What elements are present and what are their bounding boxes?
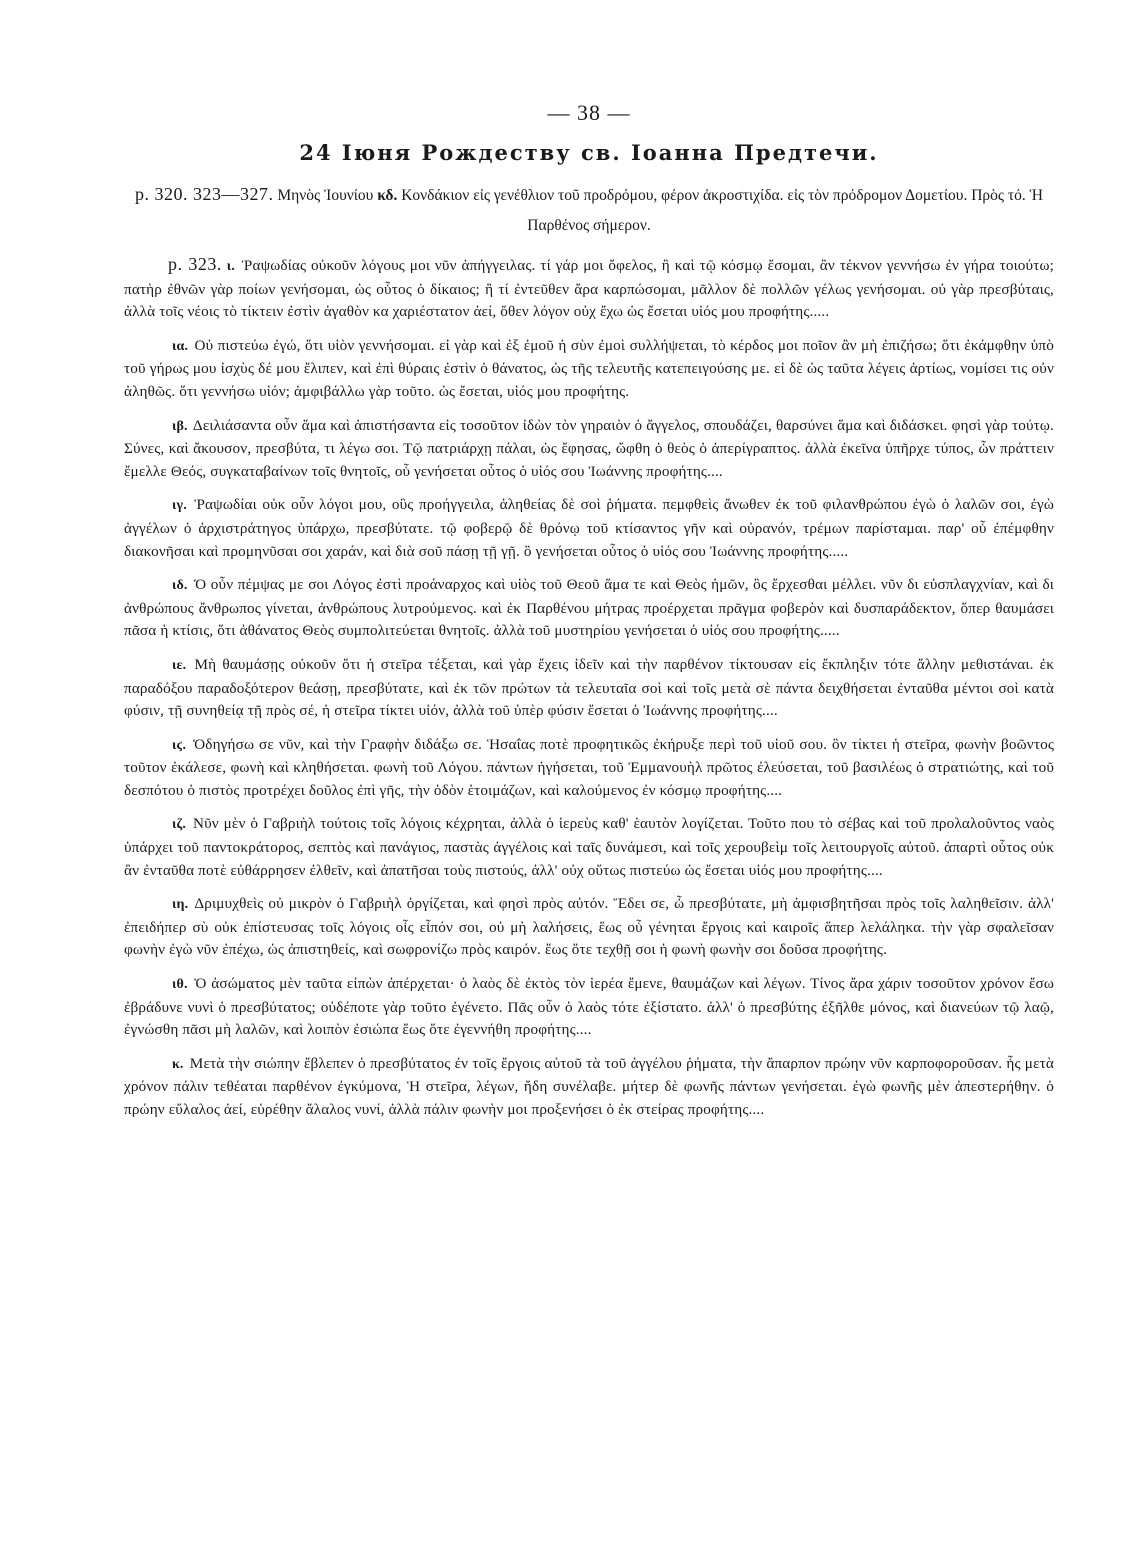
stanza-17 [124,813,1054,882]
stanza-text: Ὁδηγήσω σε νῦν, καὶ τὴν Γραφὴν διδάξω σε. Ἡσαΐας ποτὲ προφητικῶς ἐκήρυξε περὶ τοῦ υἱοῦ σου. ὃν τίκτει ἡ στεῖρα, φωνὴν βοῶντος τοῦτον ἐκάλεσε, φωνὴ καὶ κληθήσεται. φωνὴ τοῦ Λόγου. πάντων ἡγήσεται, τοῦ Ἐμμανουὴλ πρῶτος ἐλεύσεται, τοῦ βασιλέως ὁ στρατιώτης, καὶ τοῦ δεσπότου ὁ πιστὸς προτρέχει δοῦλος ἐπὶ γῆς, τὴν ὁδὸν ἑτοιμάζων, καὶ καλούμενος ἐν κόσμῳ προφήτης.... [124,735,1054,799]
header-text-a: Μηνὸς Ἰουνίου [277,187,374,204]
stanza-text: Μετὰ τὴν σιώπην ἔβλεπεν ὁ πρεσβύτατος ἐν τοῖς ἔργοις αὐτοῦ τὰ τοῦ ἀγγέλου ῥήματα, τὴν ἄπαρπον πρώην νῦν καρποφοροῦσαν. ἧς μετὰ χρόνον πάλιν τεθέαται παρθένον ἐγκύμονα, Ἡ στεῖρα, λέγων, ἤδη συνέλαβε. μήτερ δὲ φωνῆς πάντων γενήσεται. ἐγὼ φωνῆς μὲν ἀπεστερήθην. ὁ πρώην εὔλαλος ἀεί, εὑρέθην ἄλαλος νυνί, ἀλλὰ πάλιν φωνὴν μοι προξενήσει ὁ ἐκ στείρας προφήτης.... [124,1054,1054,1118]
stanza-text: Ῥαψωδίας οὐκοῦν λόγους μοι νῦν ἀπήγγειλας. τί γάρ μοι ὄφελος, ἢ καὶ τῷ κόσμῳ ἔσομαι, ἂν τέκνον γεννήσω ἐν γήρα τοιούτω; πατὴρ ἐθνῶν γὰρ ποίων γενήσομαι, ὡς οὗτος ὁ δίκαιος; ἢ τί ἐντεῦθεν ἄρα καρπώσομαι, μᾶλλον δὲ πολλῶν γέλως γενήσομαι. οὐ γὰρ πρεσβύταις, ἀλλὰ τοῖς νέοις τὸ τίκτειν ἐστὶν ἀγαθὸν κα χαριέστατον ἀεί, ὅθεν λόγον οὐχ ἔχω ὡς ἔσεται υἱός μου προφήτης..... [124,257,1054,321]
header-page-ref: p. 320. 323—327. [135,184,274,204]
stanza-page-ref: p. 323. [168,254,222,274]
stanza-number: ιϛ. [172,737,187,753]
stanza-number: ιθ. [172,977,188,993]
stanza-text: Δριμυχθεὶς οὐ μικρὸν ὁ Γαβριὴλ ὀργίζεται, καὶ φησὶ πρὸς αὐτόν. Ἔδει σε, ὦ πρεσβύτατε, μὴ ἀμφισβητῆσαι πρὸς τοῖς λαληθεῖσιν. ἀλλ' ἐπειδήπερ σὺ οὐκ ἐπίστευσας τοῖς λόγοις οἷς εἶπόν σοι, οὐ μὴ λαλήσεις, ἕως οὗ γένηται ἔργοις καὶ καιροῖς ἅπερ λελάληκα. τὴν γὰρ σφαλεῖσαν φωνὴν ἐγὼ νῦν ἐπέχω, ὡς ἀπιστηθείς, καὶ σωφρονίζω πρὸς καιρόν. ἕως ὅτε τεχθῇ σοι ἡ φωνὴ φωνὴν σοι δοῦσα προφήτης. [124,895,1054,959]
page-number: — 38 — [547,100,631,125]
stanza-text: Μὴ θαυμάσῃς οὐκοῦν ὅτι ἡ στεῖρα τέξεται, καὶ γὰρ ἔχεις ἰδεῖν καὶ τὴν παρθένον τίκτουσαν εἰς ἔκπληξιν τότε ἄλλην μεθιστάναι. ἐκ παραδόξου παραδοξότερον θεάσῃ, πρεσβύτατε, καὶ ἐκ τῶν πρώτων τὰ τελευταῖα σοὶ καὶ τοῖς μετὰ σὲ πάντα δειχθήσεται ἐνταῦθα μέντοι σοὶ κατὰ φύσιν, τῇ συνηθείᾳ τῇ πρὸς σέ, ἡ στεῖρα τίκτει υἱόν, ἀλλὰ τοῦ ὑπὲρ φύσιν ἔσεται ὁ Ἰωάννης προφήτης.... [124,655,1054,720]
page-title: 24 Іюня Рождеству св. Іоанна Предтечи. [299,140,879,165]
stanza-number: ι. [226,259,235,274]
stanza-number: ια. [172,338,189,354]
header-day-number: κδ. [377,187,398,204]
stanza-12 [124,415,1054,484]
stanza-10 [124,253,1054,324]
stanza-13 [124,494,1054,563]
stanza-number: ιε. [172,657,187,673]
stanza-19 [124,973,1054,1042]
poem-header [124,179,1054,241]
stanza-number: ιζ. [172,817,187,833]
stanza-text: Δειλιάσαντα οὖν ἅμα καὶ ἀπιστήσαντα εἰς τοσοῦτον ἰδὼν τὸν γηραιὸν ὁ ἄγγελος, σπουδάζει, θαρσύνει ἅμα καὶ διδάσκει. φησὶ γὰρ τούτῳ. Σύνες, καὶ ἄκουσον, πρεσβύτα, τι λέγω σοι. Τῷ πατριάρχῃ πάλαι, ὡς ἔφησας, ὤφθη ὁ θεὸς ὁ ἀπερίγραπτος. ἀλλὰ ἐκεῖνα ὑπῆρχε τύπος, ὧν πράττειν ἔμελλε Θεός, συγκαταβαίνων τοῖς θνητοῖς, οὗ γενήσεται οὗτος ὁ υἱός σου Ἰωάννης προφήτης.... [124,416,1055,480]
stanza-text: Ὁ οὖν πέμψας με σοι Λόγος ἐστὶ προάναρχος καὶ υἱὸς τοῦ Θεοῦ ἅμα τε καὶ Θεὸς ἡμῶν, ὃς ἔρχεσθαι μέλλει. νῦν δι εὐσπλαγχνίαν, καὶ δι ἀνθρώπους ἄνθρωπος γίνεται, ἀνθρώπους λυτρούμενος. καὶ ἐκ Παρθένου μήτρας προέρχεται πρᾶγμα φοβερὸν καὶ δυσπαράδεκτον, ὅπερ θαυμάσει πᾶσα ἡ κτίσις, ὅτι ἀθάνατος Θεὸς συμπολιτεύεται θνητοῖς. ἀλλὰ τοῦ μυστηρίου γενήσεται ὁ υἱός σου προφήτης..... [124,576,1054,640]
stanza-number: ιβ. [172,418,188,434]
stanza-text: Ὁ ἀσώματος μὲν ταῦτα εἰπὼν ἀπέρχεται· ὁ λαὸς δὲ ἐκτὸς τὸν ἱερέα ἔμενε, θαυμάζων καὶ λέγων. Τίνος ἄρα χάριν τοσοῦτον χρόνον ἔσω ἐβράδυνε νυνὶ ὁ πρεσβύτατος; οὐδέποτε γὰρ τοῦτο ἐγένετο. Πᾶς οὖν ὁ λαὸς τότε ἐξίστατο. ἀλλ' ὁ πρεσβύτης ἐξῆλθε μόνος, καὶ διανεύων τῷ λαῷ, ἐγνώσθη πᾶσι μὴ λαλῶν, καὶ λοιπὸν ἐσιώπα ἕως ὅτε ἐγεννήθη προφήτης.... [124,975,1054,1039]
stanza-text: Νῦν μὲν ὁ Γαβριὴλ τούτοις τοῖς λόγοις κέχρηται, ἀλλὰ ὁ ἱερεὺς καθ' ἑαυτὸν λογίζεται. Τοῦτο που τὸ σέβας καὶ τοῦ προλαλοῦντος ναὸς ὑπάρχει τοῦ παντοκράτορος, σεπτὸς καὶ πανάγιος, παστὰς ἀγγέλοις καὶ ταῖς δυνάμεσι, καὶ τοῖς χερουβεὶμ τοῖς λειτουργοῖς αὐτοῦ. ἀπαρτὶ οὗτος οὐκ ἂν ἐνταῦθα ποτὲ εὐθάρρησεν ἐλθεῖν, καὶ ἀπατῆσαι τοὺς πιστούς, ἀλλ' οὐχ οὕτως πιστεύω ὡς ἔσεται υἱός μου προφήτης.... [124,815,1054,879]
stanza-number: ιδ. [172,578,188,594]
stanza-number: ιη. [172,897,189,913]
stanza-number: κ. [172,1056,184,1072]
header-text-b: Κονδάκιον εἰς γενέθλιον τοῦ προδρόμου, φέρον ἀκροστιχίδα. εἰς τὸν πρόδρομον Δομετίου. Πρὸς τό. Ἡ Παρθένος σήμερον. [401,187,1043,234]
stanza-16 [124,734,1054,803]
stanza-14 [124,574,1054,643]
stanza-number: ιγ. [172,498,187,514]
stanza-text: Οὐ πιστεύω ἐγώ, ὅτι υἱὸν γεννήσομαι. εἰ γὰρ καὶ ἐξ ἐμοῦ ἡ σὺν ἐμοὶ συλλήψεται, τὸ κέρδος μοι ποῖον ἂν μὴ ἐπιζήσω; ὅτι ἐκάμφθην ὑπὸ τοῦ γήρως μου ἰσχὺς δέ μου ἔλιπεν, καὶ ἐπὶ θύραις ἐστὶν ὁ θάνατος, ὡς τῆς τελευτῆς κατεπειγούσης με. εἰ δὲ ὡς ταῦτα λέγεις ἀρτίως, νομίσει τις οὐν ἀληθῶς. ὅτι γεννήσω υἱόν; ἀμφιβάλλω γὰρ τοῦτο. ὡς ἔσεται, υἱός μου προφήτης. [124,336,1054,400]
stanza-text: Ῥαψωδίαι οὐκ οὖν λόγοι μου, οὓς προήγγειλα, ἀληθείας δὲ σοὶ ῥήματα. πεμφθεὶς ἄνωθεν ἐκ τοῦ φιλανθρώπου ἐγὼ ὁ λαλῶν σοι, ἐγὼ ἀγγέλων ὁ ἀρχιστράτηγος ὑπάρχω, πρεσβύτατε. τῷ φοβερῷ δὲ θρόνῳ τοῦ κτίσαντος γῆν καὶ οὐρανόν, τρέμων παρίσταμαι. παρ' οὗ ἐπέμφθην διακονῆσαι καὶ προμηνῦσαι σοι χαράν, καὶ διὰ σοῦ πάσῃ τῇ γῇ. ὃ γενήσεται οὗτος ὁ υἱός σου Ἰωάννης προφήτης..... [124,496,1054,560]
stanza-20 [124,1053,1054,1122]
stanza-11 [124,335,1054,404]
stanza-15 [124,654,1054,723]
stanza-18 [124,893,1054,962]
